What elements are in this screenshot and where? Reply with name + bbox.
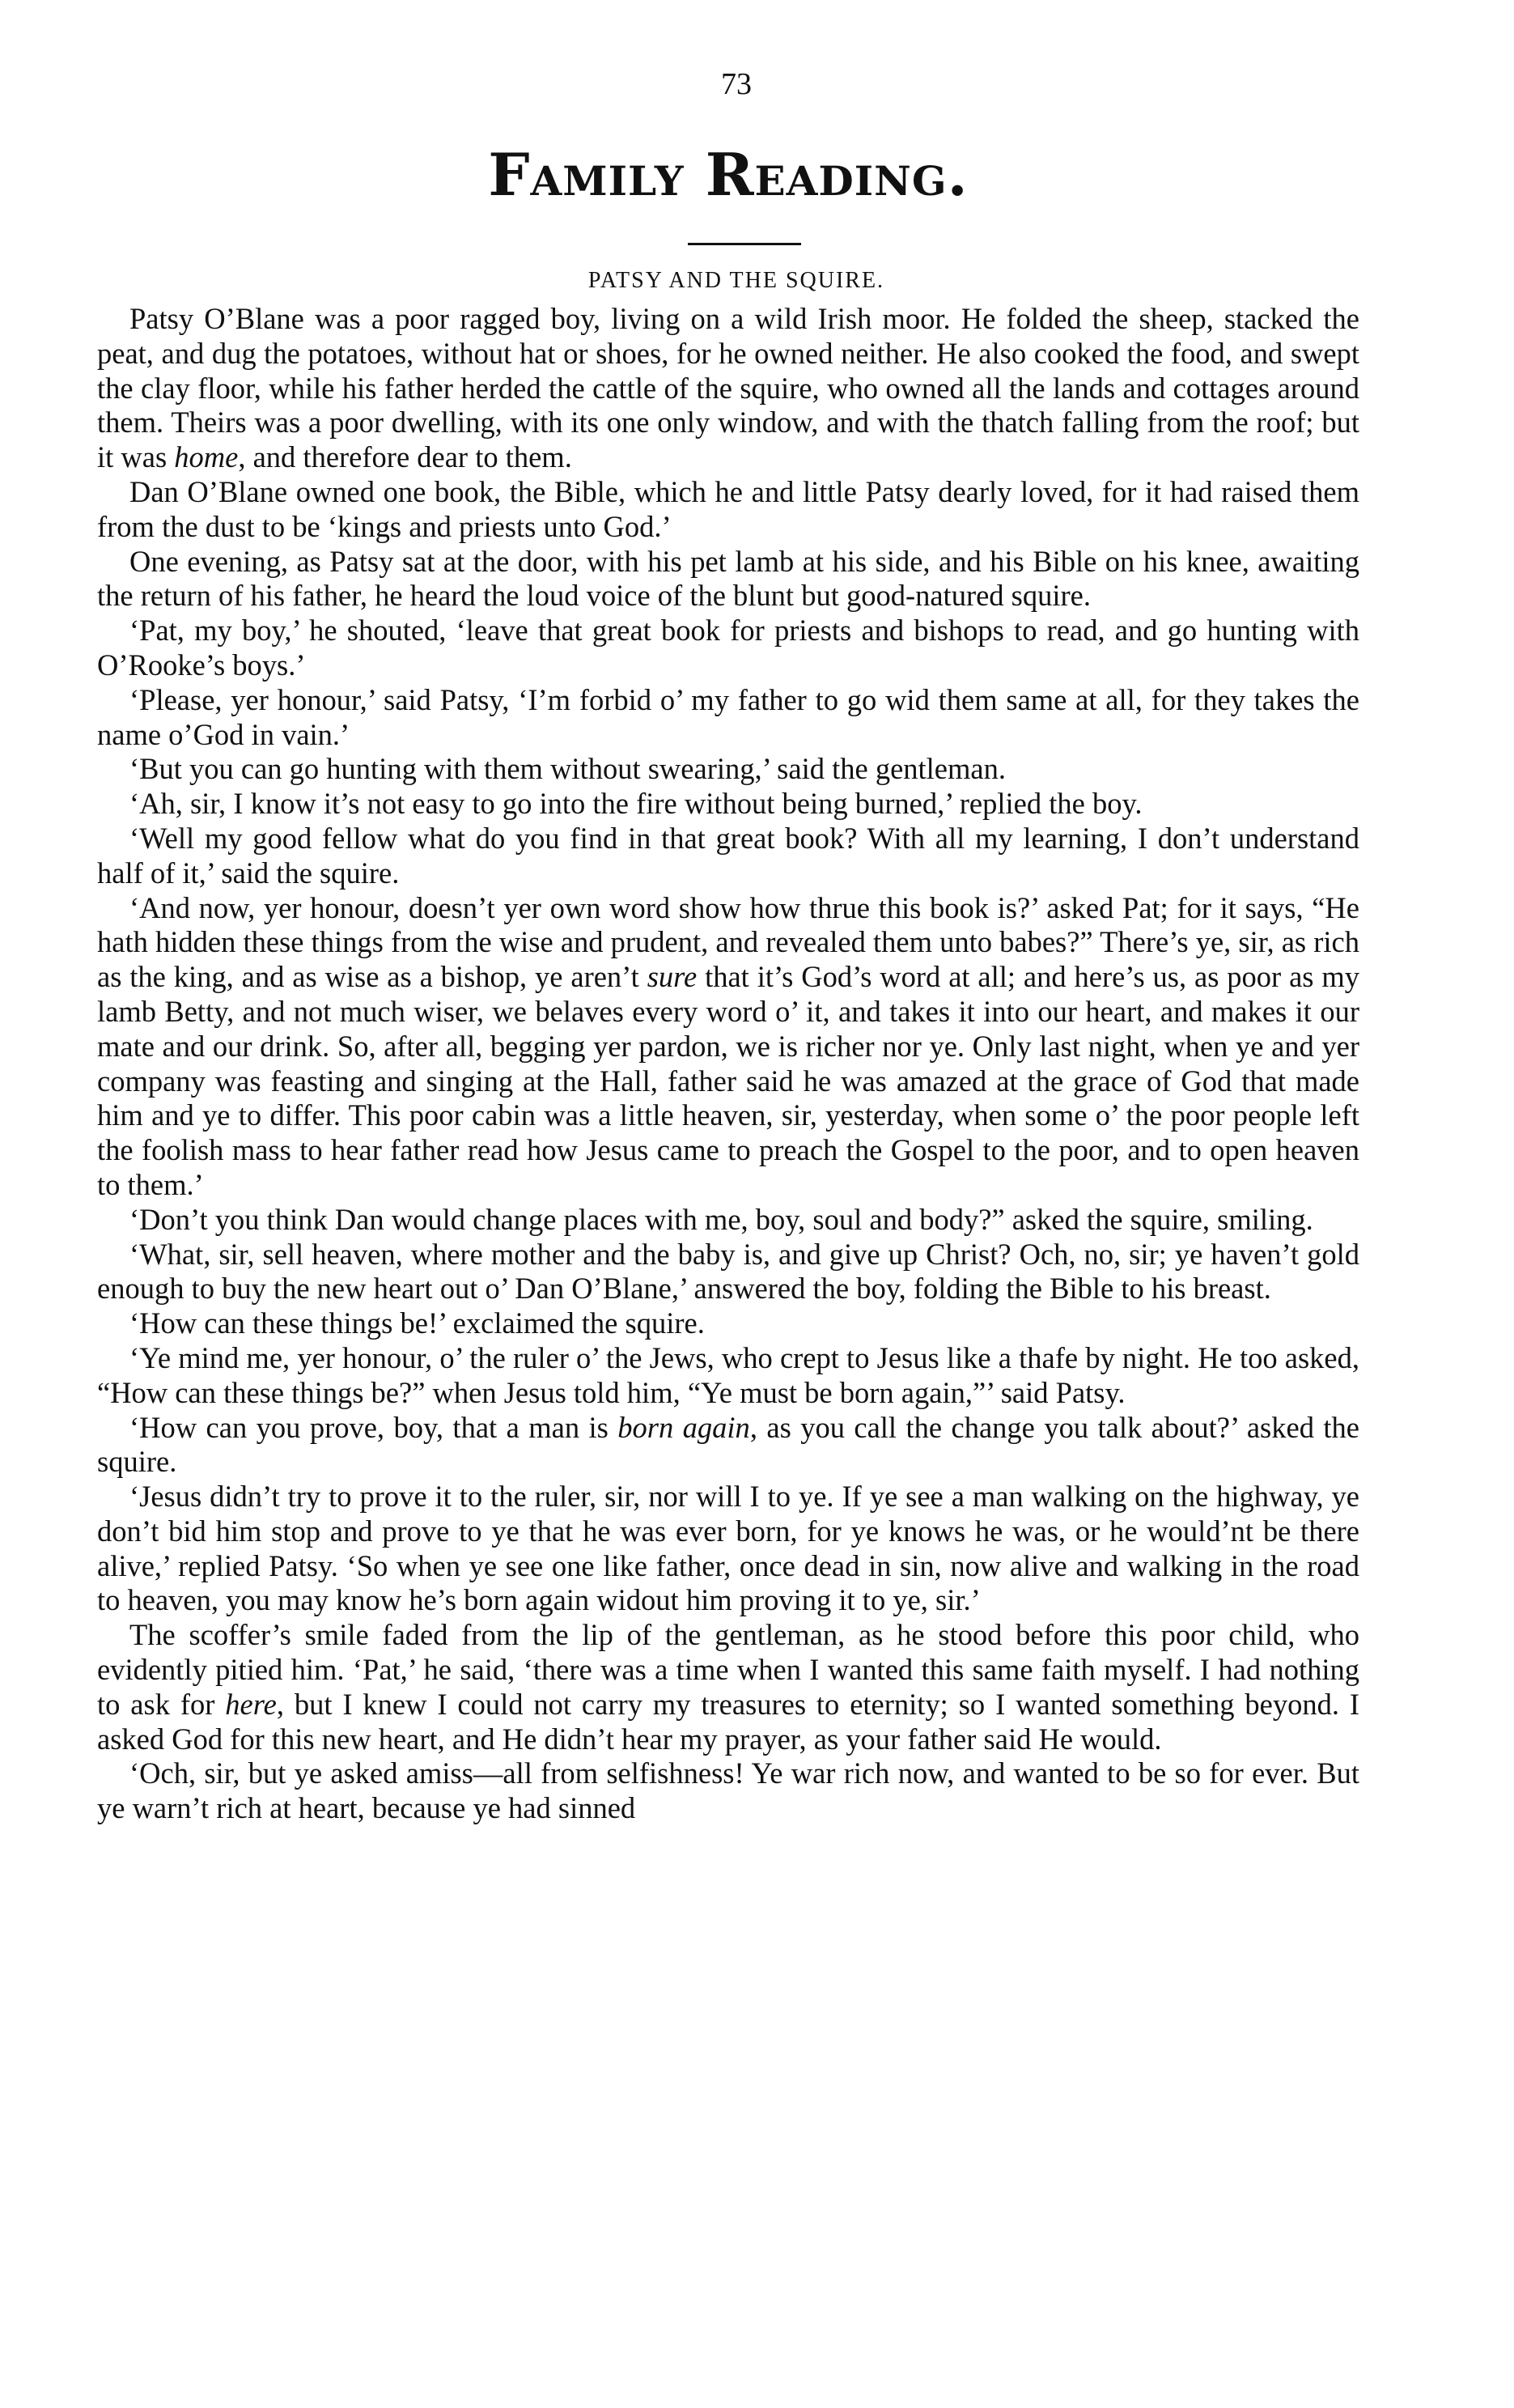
paragraph — [97, 1306, 1359, 1341]
text-run: Dan O’Blane owned one book, the Bible, which he and little Patsy dearly loved, for it had raised them from the dust to be ‘kings and priests unto God.’ — [97, 474, 1359, 543]
text-run: ‘Jesus didn’t try to prove it to the ruler, sir, nor will I to ye. If ye see a man walking on the highway, ye don’t bid him stop and prove to ye that he was ever born, for ye knows he was, or he would’nt be there alive,’ replied Patsy. ‘So when ye see one like father, once dead in sin, now alive and walking in the road to heaven, you may know he’s born again widout him proving it to ye, sir.’ — [97, 1480, 1359, 1617]
text-run: , and therefore dear to them. — [238, 440, 572, 474]
paragraph — [97, 1411, 1359, 1480]
paragraph — [97, 787, 1359, 822]
text-run: ‘What, sir, sell heaven, where mother and the baby is, and give up Christ? Och, no, sir; ye haven’t gold enough to buy the new heart out o’ Dan O’Blane,’ answered the boy, folding the Bible to his breast. — [97, 1237, 1359, 1306]
emphasis-text: home — [174, 440, 239, 474]
paragraph — [97, 822, 1359, 891]
text-run: , but I knew I could not carry my treasures to eternity; so I wanted something beyond. I asked God for this new heart, and He didn’t hear my prayer, as your father said He would. — [97, 1687, 1359, 1756]
paragraph — [97, 1203, 1359, 1238]
text-run: ‘How can you prove, boy, that a man is — [129, 1410, 618, 1444]
emphasis-text: sure — [647, 960, 698, 994]
paragraph — [97, 1756, 1359, 1826]
text-run: ‘Please, yer honour,’ said Patsy, ‘I’m forbid o’ my father to go wid them same at all, for they takes the name o’God in vain.’ — [97, 682, 1359, 751]
text-run: ‘Pat, my boy,’ he shouted, ‘leave that great book for priests and bishops to read, and go hunting with O’Rooke’s boys.’ — [97, 614, 1359, 682]
text-run: that it’s God’s word at all; and here’s us, as poor as my lamb Betty, and not much wiser, we belaves every word o’ it, and takes it into our heart, and makes it our mate and our drink. So, after all, begging yer pardon, we is richer nor ye. Only last night, when ye and yer company was feasting and singing at the Hall, father said he was amazed at the grace of God that made him and ye to differ. This poor cabin was a little heaven, sir, yesterday, when some o’ the poor people left the foolish mass to hear father read how Jesus came to preach the Gospel to the poor, and to open heaven to them.’ — [97, 960, 1359, 1201]
paragraph — [97, 1238, 1359, 1307]
paragraph — [97, 683, 1359, 753]
paragraph — [97, 1618, 1359, 1756]
text-run: ‘And now, yer honour, doesn’t yer own word show how thrue this book is?’ asked Pat; for it says, “He hath hidden these things from the wise and prudent, and revealed them unto babes?” There’s ye, sir, as rich as the king, and as wise as a bishop, ye aren’t — [97, 890, 1359, 994]
text-run: ‘Och, sir, but ye asked amiss—all from selfishness! Ye war rich now, and wanted to be so for ever. But ye warn’t rich at heart, because ye had sinned — [97, 1756, 1359, 1825]
paragraph — [97, 302, 1359, 475]
text-run: , as you call the change you talk about?’ asked the squire. — [97, 1410, 1359, 1479]
text-run: ‘Ye mind me, yer honour, o’ the ruler o’ the Jews, who crept to Jesus like a thafe by night. He too asked, “How can these things be?” when Jesus told him, “Ye must be born again,”’ said Patsy. — [97, 1340, 1359, 1409]
text-run: Patsy O’Blane was a poor ragged boy, living on a wild Irish moor. He folded the sheep, stacked the peat, and dug the potatoes, without hat or shoes, for he owned neither. He also cooked the food, and swept the clay floor, while his father herded the cattle of the squire, who owned all the lands and cottages around them. Theirs was a poor dwelling, with its one only window, and with the thatch falling from the roof; but it was — [97, 302, 1359, 474]
text-run: ‘But you can go hunting with them without swearing,’ said the gentleman. — [129, 752, 1006, 786]
text-run: ‘Ah, sir, I know it’s not easy to go into the fire without being burned,’ replied the boy. — [129, 787, 1143, 821]
title-rule — [688, 243, 801, 245]
text-run: ‘Don’t you think Dan would change places with me, boy, soul and body?” asked the squire, smiling. — [129, 1202, 1313, 1236]
paragraph — [97, 891, 1359, 1203]
paragraph — [97, 1480, 1359, 1618]
article-body — [97, 302, 1359, 1826]
page-number: 73 — [721, 67, 752, 101]
text-run: The scoffer’s smile faded from the lip of the gentleman, as he stood before this poor child, who evidently pitied him. ‘Pat,’ he said, ‘there was a time when I wanted this same faith myself. I had nothing to ask for — [97, 1618, 1359, 1721]
section-title: Family Reading. — [488, 140, 969, 209]
page — [97, 65, 1359, 1826]
paragraph — [97, 545, 1359, 614]
text-run: ‘Well my good fellow what do you find in that great book? With all my learning, I don’t understand half of it,’ said the squire. — [97, 821, 1359, 890]
text-run: One evening, as Patsy sat at the door, with his pet lamb at his side, and his Bible on his knee, awaiting the return of his father, he heard the loud voice of the blunt but good-natured squire. — [97, 544, 1359, 613]
article-title: PATSY AND THE SQUIRE. — [587, 268, 885, 293]
paragraph — [97, 475, 1359, 545]
text-run: ‘How can these things be!’ exclaimed the squire. — [129, 1306, 705, 1340]
emphasis-text: here — [225, 1687, 277, 1721]
paragraph — [97, 752, 1359, 787]
emphasis-text: born again — [617, 1410, 750, 1444]
paragraph — [97, 614, 1359, 683]
paragraph — [97, 1341, 1359, 1411]
